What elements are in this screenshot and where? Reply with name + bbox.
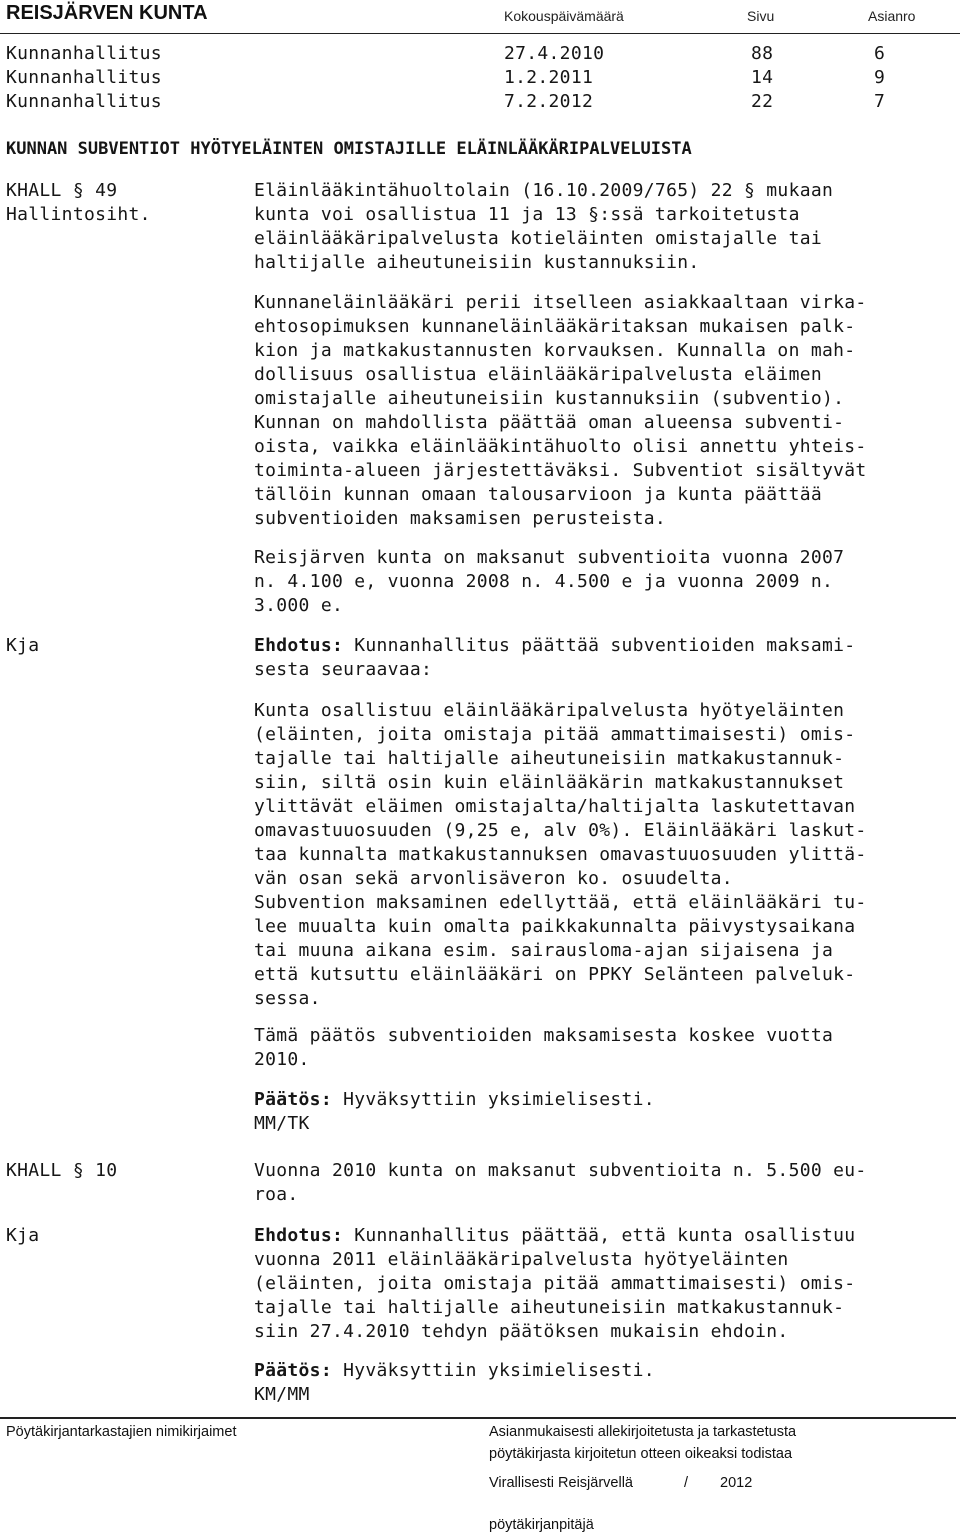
meeting-page: 14 [751,67,774,88]
proposal-paragraph [254,634,855,682]
section-khall-10: KHALL § 10 [6,1160,118,1181]
paragraph-veterinarian-fees: Kunnaneläinlääkäri perii itselleen asiakkaaltaan virka- ehtosopimuksen kunnaneläinlääkäritaksan mukaisen palk- kion ja matkakustannusten korvauksen. Kunnalla on mah- dollisuus osallistua eläinlääkäripalvelusta eläimen omistajalle aiheutuneisiin kustannuksiin (subventio). Kunnan on mahdollista päättää oman alueensa subventi- oista, vaikka eläinlääkintähuolto olisi annettu yhteis- toiminta-alueen järjestettäväksi. Subventiot sisältyvät tällöin kunnan omaan talousarvioon ja kunta päättää subventioiden maksamisen perusteista. [254,292,867,529]
meeting-date: 1.2.2011 [504,67,594,88]
footer-date-separator: / [684,1475,689,1491]
footer-secretary: pöytäkirjanpitäjä [489,1517,594,1533]
organization-name: REISJÄRVEN KUNTA [6,2,208,24]
proposal-text: Kunnanhallitus päättää, että kunta osallistuu vuonna 2011 eläinlääkäripalvelusta hyötyeläinten (eläinten, joita omistaja pitää ammattimaisesti) omis- tajalle tai haltijalle aiheutuneisiin matkakustannuk- siin 27.4.2010 tehdyn päätöksen mukaisin ehdoin. [254,1225,856,1342]
meeting-date: 27.4.2010 [504,43,605,64]
proposer-label: Kja [6,635,40,656]
meeting-date-header: Kokouspäivämäärä [504,8,624,24]
page-header: Sivu [747,8,775,24]
decision-text: Hyväksyttiin yksimielisesti. [331,1089,655,1110]
footer-year: 2012 [720,1475,753,1491]
meeting-page: 22 [751,91,774,112]
meeting-item: 9 [874,67,886,88]
footer-certification-line2: pöytäkirjasta kirjoitetun otteen oikeaksi todistaa [489,1446,793,1462]
decision-paragraph [254,1088,655,1112]
paragraph-decision-scope: Tämä päätös subventioiden maksamisesta koskee vuotta 2010. [254,1025,834,1070]
section-khall-49: KHALL § 49 [6,180,118,201]
decision-label: Päätös: [254,1360,332,1381]
proposal-label: Ehdotus: [254,635,344,656]
paragraph-law-reference: Eläinlääkintähuoltolain (16.10.2009/765) 22 § mukaan kunta voi osallistua 11 ja 13 §:ssä tarkoitetusta eläinlääkäripalvelusta kotieläinten omistajalle tai haltijalle aiheutuneisiin kustannuksiin. [254,180,834,273]
footer-certification-line1: Asianmukaisesti allekirjoitetusta ja tarkastetusta [489,1424,797,1440]
meeting-item: 7 [874,91,886,112]
decision-paragraph [254,1359,655,1383]
meeting-date: 7.2.2012 [504,91,594,112]
document-title: KUNNAN SUBVENTIOT HYÖTYELÄINTEN OMISTAJILLE ELÄINLÄÄKÄRIPALVELUISTA [6,139,692,159]
header-divider [0,33,960,34]
footer-inspectors-initials: Pöytäkirjantarkastajien nimikirjaimet [6,1424,237,1440]
proposal-text: Kunnanhallitus päättää subventioiden maksami- sesta seuraavaa: [254,635,856,680]
paragraph-subsidy-terms: Kunta osallistuu eläinlääkäripalvelusta hyötyeläinten (eläinten, joita omistaja pitää ammattimaisesti) omis- tajalle tai haltijalle aiheutuneisiin matkakustannuk- siin, siltä osin kuin eläinlääkärin matkakustannukset ylittävät eläimen omistajalta/haltijalta laskutettavan omavastuuosuuden (9,25 e, alv 0%). Eläinlääkäri laskut- taa kunnalta matkakustannuksen omavastuuosuuden ylittä- vän osan sekä arvonlisäveron ko. osuudelta. Subvention maksaminen edellyttää, että eläinlääkäri tu- lee muualta kuin omalta paikkakunnalta päivystysaikana tai muuna aikana esim. sairausloma-ajan sijaisena ja että kutsuttu eläinlääkäri on PPKY Selänteen palveluk- sessa. [254,700,867,1009]
initials: MM/TK [254,1113,310,1134]
decision-label: Päätös: [254,1089,332,1110]
footer-divider [0,1417,956,1419]
meeting-body: Kunnanhallitus [6,43,162,64]
meeting-page: 88 [751,43,774,64]
proposal-paragraph [254,1224,855,1344]
proposal-label: Ehdotus: [254,1225,344,1246]
preparer-label: Hallintosiht. [6,204,151,225]
footer-place: Virallisesti Reisjärvellä [489,1475,633,1491]
decision-text: Hyväksyttiin yksimielisesti. [331,1360,655,1381]
initials: KM/MM [254,1384,310,1405]
item-number-header: Asianro [868,8,916,24]
meeting-body: Kunnanhallitus [6,67,162,88]
meeting-body: Kunnanhallitus [6,91,162,112]
paragraph-2010-subsidies: Vuonna 2010 kunta on maksanut subventioita n. 5.500 eu- roa. [254,1160,867,1205]
paragraph-past-subsidies: Reisjärven kunta on maksanut subventioita vuonna 2007 n. 4.100 e, vuonna 2008 n. 4.500 e ja vuonna 2009 n. 3.000 e. [254,547,845,616]
meeting-item: 6 [874,43,886,64]
proposer-label: Kja [6,1225,40,1246]
